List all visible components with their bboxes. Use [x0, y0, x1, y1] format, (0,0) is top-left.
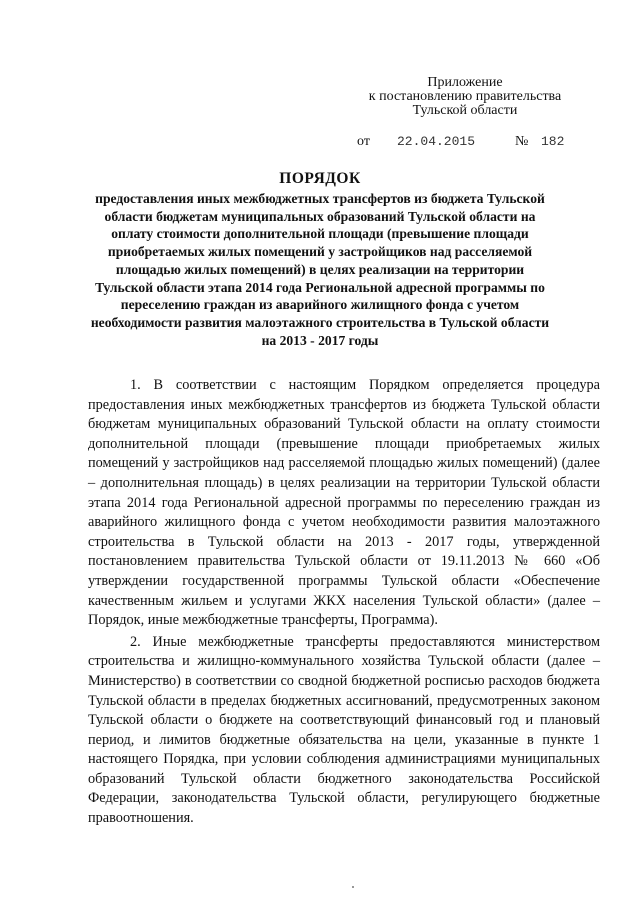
date-label: от [357, 134, 370, 149]
appendix-line-1: Приложение [427, 75, 503, 90]
paragraph-2: 2. Иные межбюджетные трансферты предоставляются министерством строительства и жилищно-коммунального хозяйства Тульской области (далее – Министерство) в соответствии со сводной бюджетной росписью расходов бюджета Тульской области в пределах бюджетных ассигнований, предусмотренных законом Тульской области о бюджете на соответствующий финансовый год и плановый период, и лимитов бюджетные обязательства на цели, указанные в пункте 1 настоящего Порядка, при условии соблюдения администрациями муниципальных образований Тульской области бюджетного законодательства Российской Федерации, законодательства Тульской области, регулирующего бюджетные правоотношения. [88, 633, 600, 827]
resolution-number: 182 [541, 134, 565, 149]
document-body [88, 376, 600, 829]
paragraph-1: 1. В соответствии с настоящим Порядком определяется процедура предоставления иных межбюджетных трансфертов из бюджета Тульской области бюджетам муниципальных образований Тульской области на оплату стоимости дополнительной площади (превышение площади приобретаемых жилых помещений у застройщиков над расселяемой площадью жилых помещений) (далее – дополнительная площадь) в целях реализации на территории Тульской области этапа 2014 года Региональной адресной программы по переселению граждан из аварийного жилищного фонда с учетом необходимости развития малоэтажного строительства в Тульской области на 2013 - 2017 годы, утвержденной постановлением правительства Тульской области от 19.11.2013 № 660 «Об утверждении государственной программы Тульской области «Обеспечение качественным жильем и услугами ЖКХ населения Тульской области» (далее – Порядок, иные межбюджетные трансферты, Программа). [88, 377, 600, 629]
document-subtitle: предоставления иных межбюджетных трансфертов из бюджета Тульской области бюджетам муниципальных образований Тульской области на оплату стоимости дополнительной площади (превышение площади приобретаемых жилых помещений у застройщиков над расселяемой площадью жилых помещений) в целях реализации на территории Тульской области этапа 2014 года Региональной адресной программы по переселению граждан из аварийного жилищного фонда с учетом необходимости развития малоэтажного строительства в Тульской области на 2013 - 2017 годы [90, 191, 550, 348]
document-title: ПОРЯДОК [279, 170, 361, 187]
appendix-header [350, 76, 580, 118]
number-label: № [515, 134, 529, 149]
appendix-line-3: Тульской области [412, 103, 518, 118]
scan-speck [352, 886, 354, 888]
resolution-date: 22.04.2015 [397, 134, 476, 149]
appendix-line-2: к постановлению правительства [368, 89, 562, 104]
